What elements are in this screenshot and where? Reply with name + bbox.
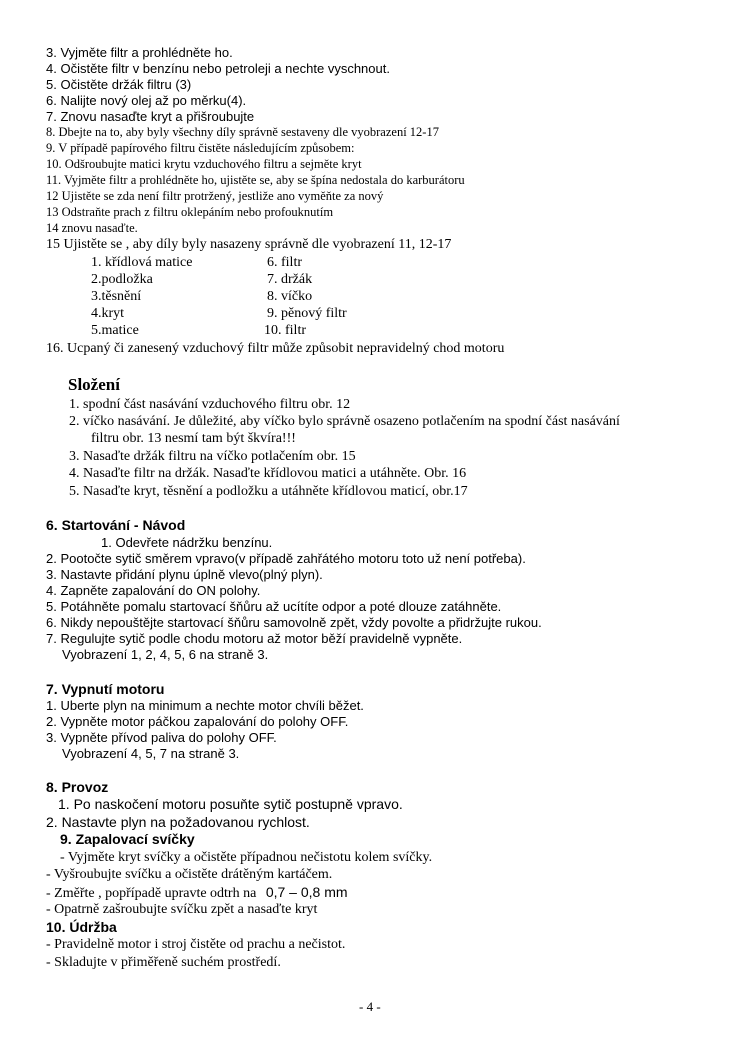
operation-step: 1. Po naskočení motoru posuňte sytič postupně vpravo. — [58, 796, 403, 812]
spark-gap-text: - Změřte , popřípadě upravte odtrh na — [46, 886, 257, 901]
spark-step: - Vyjměte kryt svíčky a očistěte případnou nečistotu kolem svíčky. — [60, 850, 433, 865]
starting-step: 6. Nikdy nepouštějte startovací šňůru samovolně zpět, vždy povolte a přidržujte rukou. — [46, 615, 542, 630]
starting-figure-ref: Vyobrazení 1, 2, 4, 5, 6 na straně 3. — [62, 647, 269, 662]
part-item: 9. pěnový filtr — [267, 306, 347, 321]
maint-step-3: 3. Vyjměte filtr a prohlédněte ho. — [46, 45, 233, 60]
part-item: 4.kryt — [91, 306, 125, 321]
maint-step-8: 8. Dbejte na to, aby byly všechny díly správně sestaveny dle vyobrazení 12-17 — [46, 125, 439, 139]
part-item: 3.těsnění — [91, 289, 142, 304]
spark-step: - Opatrně zašroubujte svíčku zpět a nasaďte kryt — [46, 902, 318, 917]
maint-step-16: 16. Ucpaný či zanesený vzduchový filtr může způsobit nepravidelný chod motoru — [46, 341, 505, 356]
maint-step-11: 11. Vyjměte filtr a prohlédněte ho, ujistěte se, aby se špína nedostala do karburátoru — [46, 173, 465, 187]
part-item: 7. držák — [267, 272, 313, 287]
maint-step-15: 15 Ujistěte se , aby díly byly nasazeny správně dle vyobrazení 11, 12-17 — [46, 237, 452, 252]
spark-step: - Vyšroubujte svíčku a očistěte drátěným kartáčem. — [46, 867, 333, 882]
part-item: 10. filtr — [264, 323, 306, 338]
assembly-heading: Složení — [68, 375, 120, 394]
stopping-figure-ref: Vyobrazení 4, 5, 7 na straně 3. — [62, 746, 240, 761]
operation-step: 2. Nastavte plyn na požadovanou rychlost. — [46, 814, 310, 830]
maintenance-heading: 10. Údržba — [46, 919, 117, 935]
assembly-item: 5. Nasaďte kryt, těsnění a podložku a utáhněte křídlovou maticí, obr.17 — [69, 484, 468, 499]
part-item: 5.matice — [91, 323, 139, 338]
stopping-step: 2. Vypněte motor páčkou zapalování do polohy OFF. — [46, 714, 349, 729]
maint-step-4: 4. Očistěte filtr v benzínu nebo petroleji a nechte vyschnout. — [46, 61, 390, 76]
maint-step-6: 6. Nalijte nový olej až po měrku(4). — [46, 93, 247, 108]
maint-step-13: 13 Odstraňte prach z filtru oklepáním nebo profouknutím — [46, 205, 334, 219]
starting-step: 4. Zapněte zapalování do ON polohy. — [46, 583, 261, 598]
starting-step: 2. Pootočte sytič směrem vpravo(v případě zahřátého motoru toto už není potřeba). — [46, 551, 526, 566]
assembly-item: 2. víčko nasávání. Je důležité, aby víčko bylo správně osazeno potlačením na spodní část nasávání — [69, 414, 620, 429]
stopping-heading: 7. Vypnutí motoru — [46, 681, 165, 697]
part-item: 6. filtr — [267, 255, 302, 270]
assembly-item: 4. Nasaďte filtr na držák. Nasaďte křídlovou matici a utáhněte. Obr. 16 — [69, 466, 467, 481]
assembly-item: 3. Nasaďte držák filtru na víčko potlačením obr. 15 — [69, 449, 356, 464]
stopping-step: 3. Vypněte přívod paliva do polohy OFF. — [46, 730, 277, 745]
maint-step-12: 12 Ujistěte se zda není filtr protržený, jestliže ano vyměňte za nový — [46, 189, 384, 203]
maint-step-7: 7. Znovu nasaďte kryt a přišroubujte — [46, 109, 255, 124]
maint-step-9: 9. V případě papírového filtru čistěte následujícím způsobem: — [46, 141, 355, 155]
operation-heading: 8. Provoz — [46, 779, 109, 795]
part-item: 1. křídlová matice — [91, 255, 193, 270]
starting-heading: 6. Startování - Návod — [46, 517, 186, 533]
page-number: - 4 - — [359, 999, 381, 1014]
maint-step-5: 5. Očistěte držák filtru (3) — [46, 77, 192, 92]
stopping-step: 1. Uberte plyn na minimum a nechte motor chvíli běžet. — [46, 698, 364, 713]
part-item: 2.podložka — [91, 272, 153, 287]
starting-step: 7. Regulujte sytič podle chodu motoru až motor běží pravidelně vypněte. — [46, 631, 463, 646]
maintenance-step: - Skladujte v přiměřeně suchém prostředí. — [46, 955, 281, 970]
maint-step-10: 10. Odšroubujte matici krytu vzduchového filtru a sejměte kryt — [46, 157, 362, 171]
part-item: 8. víčko — [267, 289, 313, 304]
starting-step: 5. Potáhněte pomalu startovací šňůru až ucítíte odpor a poté dlouze zatáhněte. — [46, 599, 502, 614]
spark-gap-value: 0,7 – 0,8 mm — [265, 884, 348, 900]
maint-step-14: 14 znovu nasaďte. — [46, 221, 138, 235]
starting-step: 1. Odevřete nádržku benzínu. — [101, 535, 273, 550]
spark-heading: 9. Zapalovací svíčky — [60, 831, 195, 847]
spark-step — [46, 885, 348, 901]
assembly-item: 1. spodní část nasávání vzduchového filtru obr. 12 — [69, 397, 351, 412]
assembly-item-cont: filtru obr. 13 nesmí tam být škvíra!!! — [91, 431, 296, 446]
maintenance-step: - Pravidelně motor i stroj čistěte od prachu a nečistot. — [46, 937, 346, 952]
starting-step: 3. Nastavte přidání plynu úplně vlevo(plný plyn). — [46, 567, 323, 582]
